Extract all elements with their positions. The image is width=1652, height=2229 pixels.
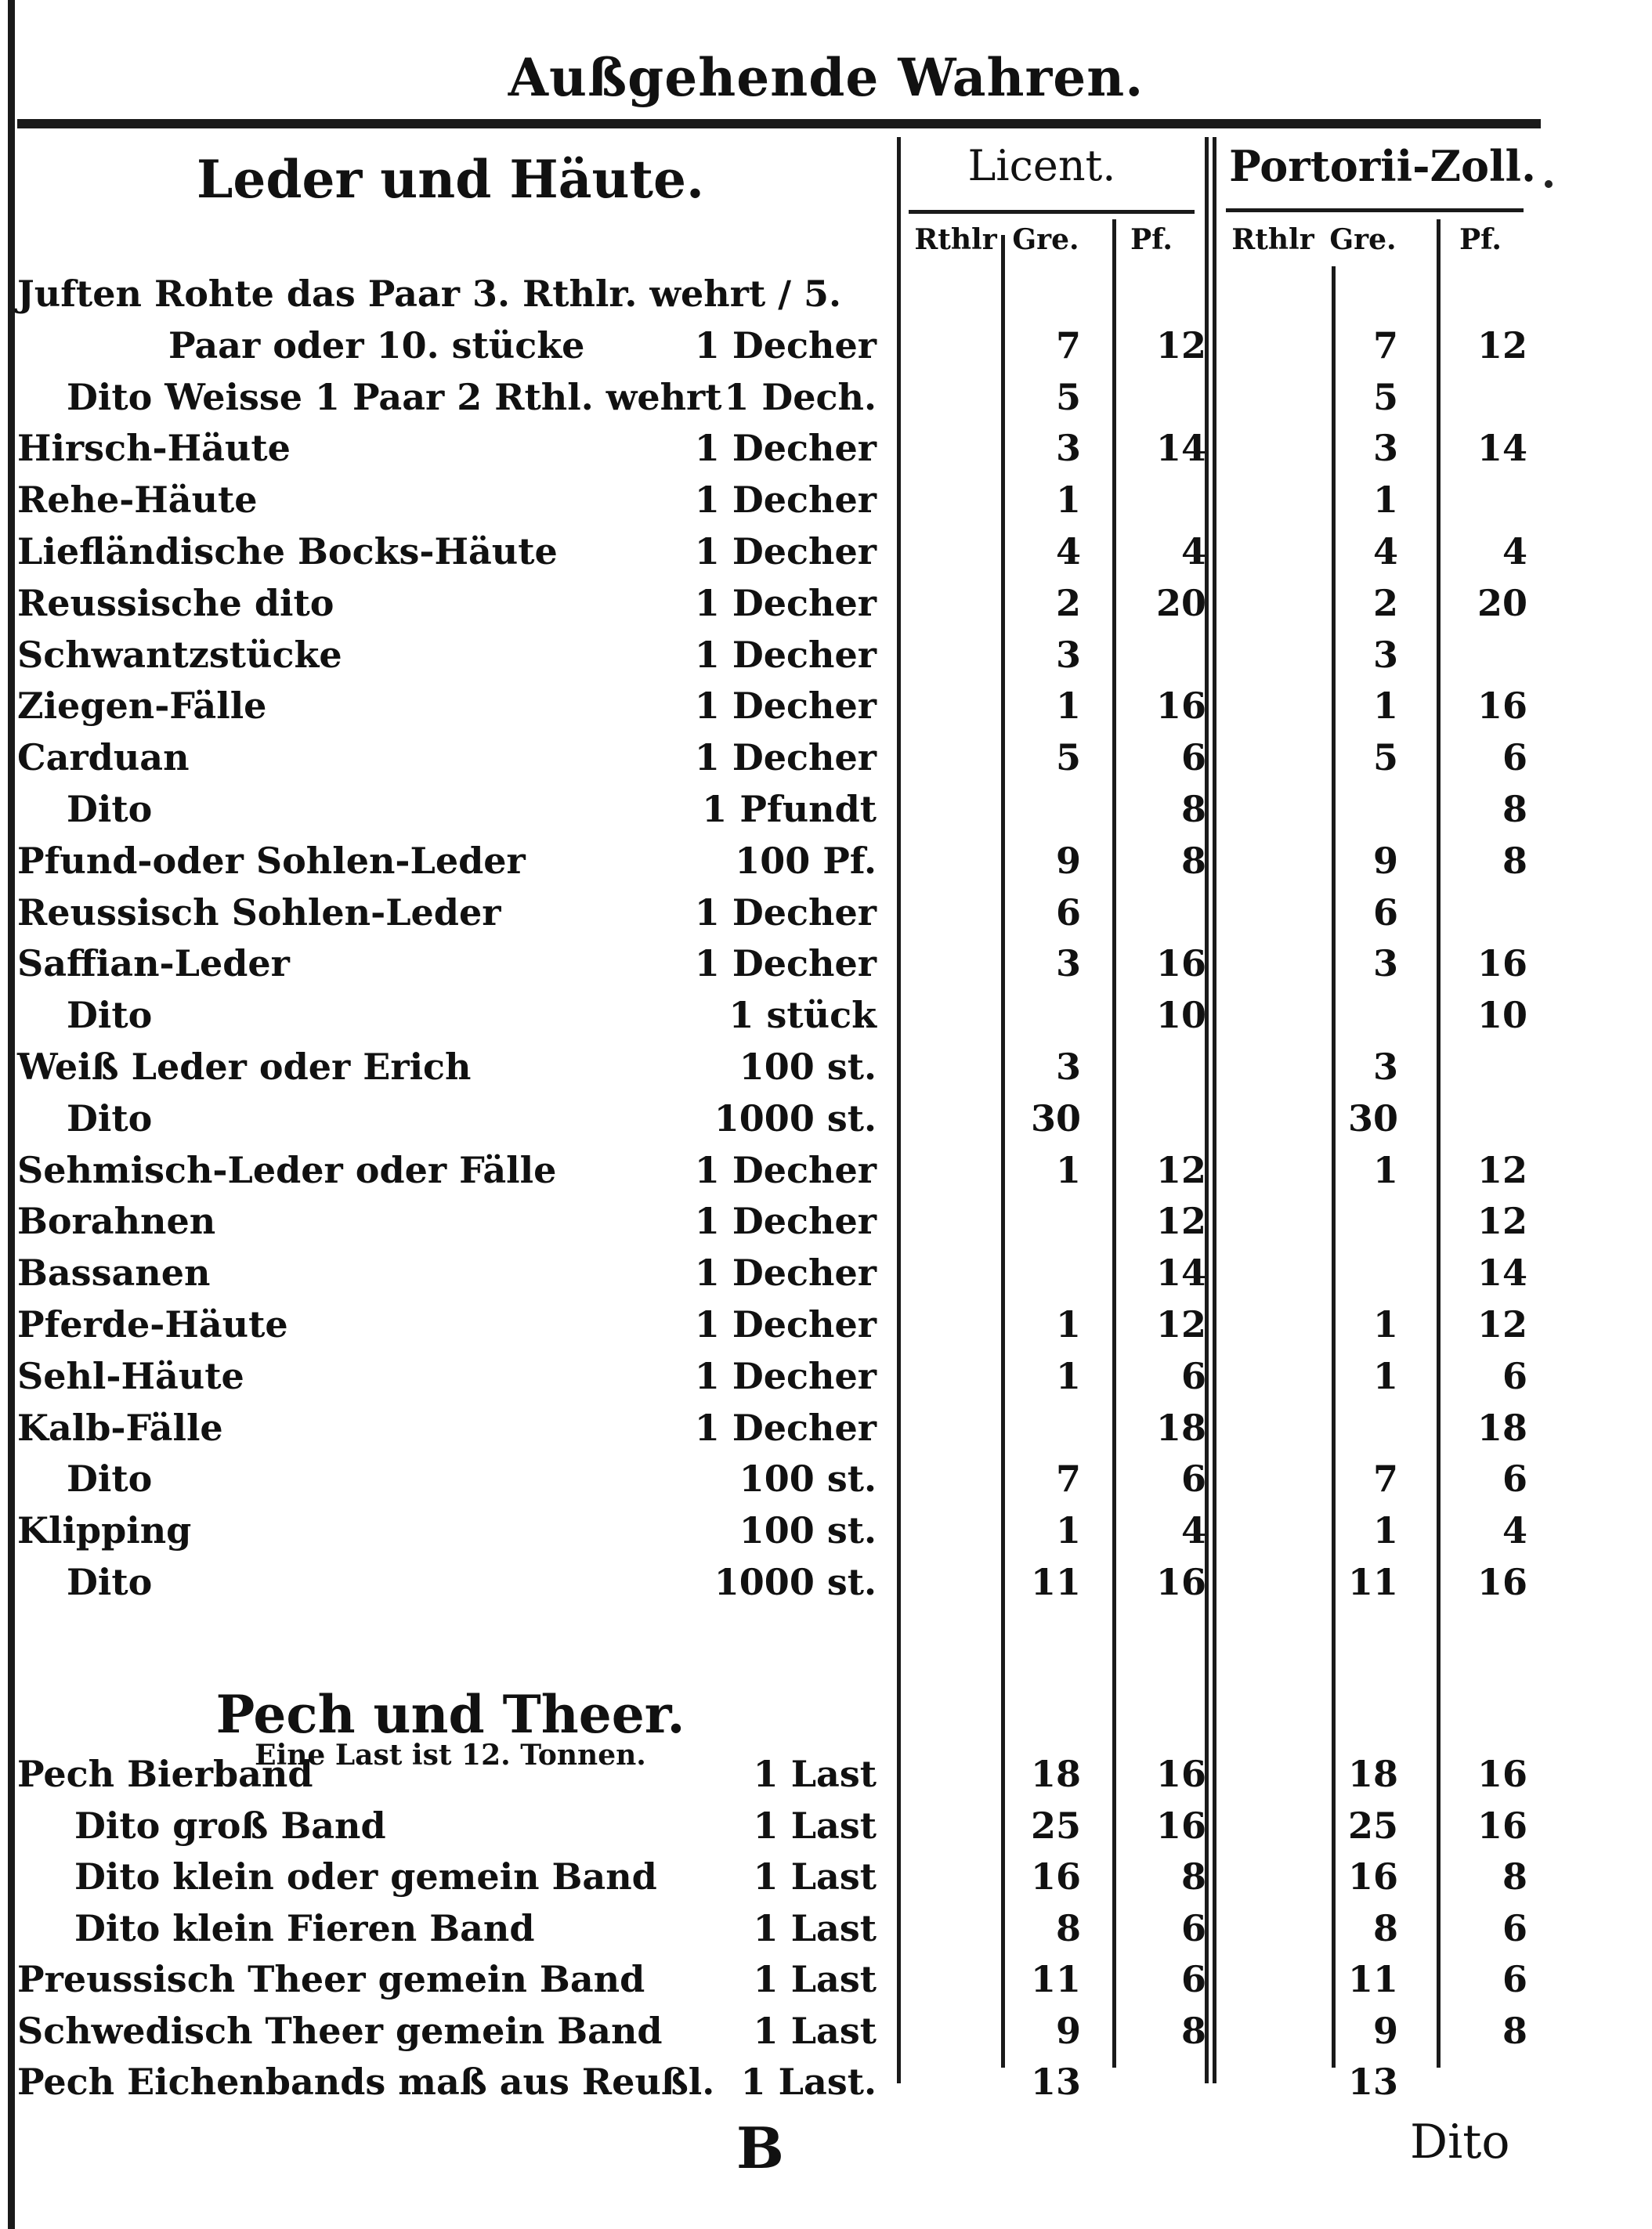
unit-rthlr-licent: Rthlr: [914, 223, 997, 256]
portorii-groschen: 18: [1347, 1753, 1398, 1795]
licent-pfennig: 16: [1155, 685, 1206, 728]
portorii-pfennig: 6: [1502, 1458, 1527, 1501]
portorii-groschen: 1: [1372, 1303, 1398, 1346]
portorii-pfennig: 8: [1502, 788, 1527, 830]
table-row: [0, 994, 1652, 1046]
table-row: [0, 1407, 1652, 1458]
item-name: Schwantzstücke: [17, 633, 342, 676]
table-row: [0, 891, 1652, 943]
item-name: Dito: [67, 1458, 153, 1501]
portorii-groschen: 9: [1372, 2009, 1398, 2052]
column-header-portorii: Portorii-Zoll.: [1229, 141, 1536, 191]
portorii-pfennig: 12: [1477, 1200, 1527, 1243]
licent-pfennig: 16: [1155, 1561, 1206, 1603]
table-row: [0, 942, 1652, 994]
licent-pfennig: 4: [1180, 530, 1206, 573]
item-name: Dito: [67, 788, 153, 830]
item-unit: 1 Decher: [694, 633, 877, 676]
licent-pfennig: 10: [1155, 994, 1206, 1037]
licent-groschen: 3: [1055, 427, 1081, 470]
table-row: [0, 324, 1652, 376]
item-name: Saffian-Leder: [17, 942, 290, 985]
licent-groschen: 7: [1055, 1458, 1081, 1501]
licent-groschen: 11: [1030, 1958, 1081, 2000]
licent-groschen: 3: [1055, 1046, 1081, 1088]
portorii-groschen: 6: [1372, 891, 1398, 934]
item-unit: 1 Decher: [694, 685, 877, 728]
item-unit: 1 Last.: [740, 2061, 877, 2103]
licent-pfennig: 14: [1155, 427, 1206, 470]
licent-groschen: 1: [1055, 1303, 1081, 1346]
licent-pfennig: 12: [1155, 1148, 1206, 1191]
header-rule: [17, 119, 1541, 128]
licent-groschen: 13: [1030, 2061, 1081, 2103]
item-unit: 1 Decher: [694, 1148, 877, 1191]
portorii-pfennig: 6: [1502, 1354, 1527, 1397]
table-row: [0, 634, 1652, 685]
item-unit: 100 st.: [739, 1509, 877, 1552]
item-unit: 1 Last: [753, 1958, 877, 2000]
item-name: Preussisch Theer gemein Band: [17, 1958, 645, 2000]
unit-pf-licent: Pf.: [1130, 223, 1173, 256]
portorii-pfennig: 12: [1477, 323, 1527, 367]
licent-groschen: 5: [1055, 736, 1081, 779]
licent-pfennig: 14: [1155, 1252, 1206, 1295]
licent-pfennig: 18: [1155, 1406, 1206, 1449]
item-name: Rehe-Häute: [17, 479, 258, 522]
item-name: Dito: [67, 1561, 153, 1603]
unit-rthlr-portorii: Rthlr: [1231, 223, 1314, 256]
item-name: Dito groß Band: [74, 1804, 386, 1847]
licent-pfennig: 16: [1155, 1804, 1206, 1847]
portorii-groschen: 9: [1372, 839, 1398, 882]
table-row: [0, 1097, 1652, 1149]
portorii-pfennig: 20: [1477, 581, 1527, 624]
column-header-licent: Licent.: [967, 141, 1116, 190]
table-row: [0, 1046, 1652, 1097]
licent-groschen: 1: [1055, 685, 1081, 728]
portorii-groschen: 1: [1372, 1509, 1398, 1552]
licent-groschen: 5: [1055, 375, 1081, 418]
portorii-groschen: 2: [1372, 581, 1398, 624]
portorii-pfennig: 18: [1477, 1406, 1527, 1449]
table-row: [0, 376, 1652, 428]
portorii-groschen: 1: [1372, 1148, 1398, 1191]
item-name: Paar oder 10. stücke: [168, 323, 585, 367]
item-unit: 100 Pf.: [735, 839, 877, 882]
portorii-groschen: 1: [1372, 1354, 1398, 1397]
item-unit: 1 Decher: [694, 427, 877, 470]
table-row: [0, 1805, 1652, 1856]
table-row: [0, 1907, 1652, 1959]
licent-pfennig: 16: [1155, 1753, 1206, 1795]
table-row: [0, 582, 1652, 634]
table-row: [0, 685, 1652, 736]
licent-groschen: 3: [1055, 942, 1081, 985]
item-name: Dito klein Fieren Band: [74, 1906, 535, 1949]
item-name: Hirsch-Häute: [17, 427, 291, 470]
portorii-groschen: 3: [1372, 1046, 1398, 1088]
item-unit: 1 Last: [753, 1753, 877, 1795]
licent-pfennig: 6: [1180, 1958, 1206, 2000]
section-title-pitch: Pech und Theer.: [215, 1684, 685, 1745]
item-unit: 1 Decher: [694, 736, 877, 779]
table-row: [0, 788, 1652, 840]
licent-pfennig: 12: [1155, 1303, 1206, 1346]
portorii-pfennig: 12: [1477, 1148, 1527, 1191]
portorii-pfennig: 8: [1502, 839, 1527, 882]
licent-groschen: 2: [1055, 581, 1081, 624]
licent-groschen: 16: [1030, 1855, 1081, 1898]
item-name: Carduan: [17, 736, 190, 779]
licent-groschen: 1: [1055, 1148, 1081, 1191]
item-name: Dito: [67, 994, 153, 1037]
licent-pfennig: 4: [1180, 1509, 1206, 1552]
licent-groschen: 1: [1055, 1354, 1081, 1397]
portorii-pfennig: 6: [1502, 1906, 1527, 1949]
table-row: [0, 840, 1652, 891]
item-unit: 1 Decher: [694, 942, 877, 985]
catchword: Dito: [1410, 2115, 1510, 2169]
unit-gre-licent: Gre.: [1012, 223, 1079, 256]
licent-pfennig: 6: [1180, 736, 1206, 779]
portorii-groschen: 5: [1372, 736, 1398, 779]
licent-pfennig: 8: [1180, 839, 1206, 882]
portorii-groschen: 3: [1372, 633, 1398, 676]
unit-pf-portorii: Pf.: [1459, 223, 1502, 256]
item-name: Juften Rohte das Paar 3. Rthlr. wehrt / 5.: [17, 273, 842, 315]
table-row: [0, 479, 1652, 530]
table-row: [0, 1509, 1652, 1561]
portorii-pfennig: 8: [1502, 1855, 1527, 1898]
licent-pfennig: 6: [1180, 1354, 1206, 1397]
table-row: [0, 736, 1652, 788]
licent-groschen: 9: [1055, 839, 1081, 882]
portorii-pfennig: 4: [1502, 1509, 1527, 1552]
portorii-groschen: 25: [1347, 1804, 1398, 1847]
licent-groschen: 4: [1055, 530, 1081, 573]
licent-rule: [909, 210, 1195, 214]
portorii-groschen: 1: [1372, 479, 1398, 522]
table-row: [0, 1149, 1652, 1201]
portorii-groschen: 11: [1347, 1561, 1398, 1603]
portorii-pfennig: 12: [1477, 1303, 1527, 1346]
page-title: Außgehende Wahren.: [508, 47, 1144, 108]
item-unit: 100 st.: [739, 1458, 877, 1501]
table-row: [0, 1355, 1652, 1407]
table-row: [0, 2061, 1652, 2112]
item-unit: 1 Decher: [694, 1406, 877, 1449]
unit-gre-portorii: Gre.: [1329, 223, 1397, 256]
table-row: [0, 427, 1652, 479]
item-name: Klipping: [17, 1509, 192, 1552]
licent-pfennig: 20: [1155, 581, 1206, 624]
licent-pfennig: 12: [1155, 323, 1206, 367]
item-name: Sehl-Häute: [17, 1354, 244, 1397]
ornament-dot: [1545, 180, 1553, 188]
licent-groschen: 30: [1030, 1096, 1081, 1140]
table-row: [0, 1958, 1652, 2010]
item-name: Dito Weisse 1 Paar 2 Rthl. wehrt: [67, 375, 722, 418]
licent-groschen: 6: [1055, 891, 1081, 934]
portorii-pfennig: 14: [1477, 427, 1527, 470]
item-unit: 1 Last: [753, 1906, 877, 1949]
item-unit: 100 st.: [739, 1046, 877, 1088]
item-name: Pech Eichenbands maß aus Reußl.: [17, 2061, 715, 2103]
portorii-groschen: 3: [1372, 427, 1398, 470]
portorii-rule: [1226, 208, 1524, 212]
section-title-leather: Leder und Häute.: [197, 149, 704, 210]
licent-pfennig: 8: [1180, 2009, 1206, 2052]
portorii-groschen: 16: [1347, 1855, 1398, 1898]
item-name: Schwedisch Theer gemein Band: [17, 2009, 663, 2052]
portorii-groschen: 7: [1372, 1458, 1398, 1501]
signature-mark: B: [736, 2115, 784, 2181]
item-unit: 1 Dech.: [724, 375, 877, 418]
item-name: Kalb-Fälle: [17, 1406, 223, 1449]
item-unit: 1 Decher: [694, 891, 877, 934]
table-row: [0, 1200, 1652, 1252]
licent-pfennig: 12: [1155, 1200, 1206, 1243]
item-name: Dito klein oder gemein Band: [74, 1855, 657, 1898]
item-unit: 1 Decher: [694, 479, 877, 522]
item-name: Dito: [67, 1096, 153, 1140]
item-name: Bassanen: [17, 1252, 211, 1295]
licent-pfennig: 6: [1180, 1906, 1206, 1949]
item-name: Sehmisch-Leder oder Fälle: [17, 1148, 557, 1191]
item-unit: 1 Last: [753, 1804, 877, 1847]
portorii-pfennig: 16: [1477, 942, 1527, 985]
table-row: [0, 1561, 1652, 1613]
licent-groschen: 1: [1055, 479, 1081, 522]
section-note-pitch: Eine Last ist 12. Tonnen.: [255, 1739, 646, 1772]
licent-groschen: 25: [1030, 1804, 1081, 1847]
item-unit: 1000 st.: [714, 1561, 877, 1603]
item-name: Liefländische Bocks-Häute: [17, 530, 558, 573]
table-row: [0, 1458, 1652, 1509]
item-unit: 1 Decher: [694, 1354, 877, 1397]
item-unit: 1 Last: [753, 2009, 877, 2052]
item-unit: 1 Decher: [694, 1303, 877, 1346]
item-name: Borahnen: [17, 1200, 216, 1243]
portorii-pfennig: 16: [1477, 1804, 1527, 1847]
item-name: Weiß Leder oder Erich: [17, 1046, 472, 1088]
licent-groschen: 1: [1055, 1509, 1081, 1552]
item-name: Reussisch Sohlen-Leder: [17, 891, 501, 934]
licent-pfennig: 8: [1180, 788, 1206, 830]
portorii-groschen: 1: [1372, 685, 1398, 728]
portorii-pfennig: 14: [1477, 1252, 1527, 1295]
portorii-pfennig: 16: [1477, 1561, 1527, 1603]
item-unit: 1 Decher: [694, 530, 877, 573]
licent-pfennig: 6: [1180, 1458, 1206, 1501]
portorii-pfennig: 6: [1502, 1958, 1527, 2000]
table-row: [0, 1252, 1652, 1303]
licent-pfennig: 8: [1180, 1855, 1206, 1898]
item-name: Pech Bierband: [17, 1753, 313, 1795]
portorii-pfennig: 10: [1477, 994, 1527, 1037]
portorii-groschen: 11: [1347, 1958, 1398, 2000]
portorii-groschen: 3: [1372, 942, 1398, 985]
licent-groschen: 18: [1030, 1753, 1081, 1795]
table-row: [0, 530, 1652, 582]
item-name: Pfund-oder Sohlen-Leder: [17, 839, 526, 882]
portorii-groschen: 8: [1372, 1906, 1398, 1949]
item-unit: 1 Decher: [694, 323, 877, 367]
item-name: Ziegen-Fälle: [17, 685, 267, 728]
item-unit: 1000 st.: [714, 1096, 877, 1140]
portorii-pfennig: 6: [1502, 736, 1527, 779]
item-unit: 1 stück: [728, 994, 877, 1037]
licent-pfennig: 16: [1155, 942, 1206, 985]
portorii-pfennig: 16: [1477, 685, 1527, 728]
item-unit: 1 Pfundt: [702, 788, 877, 830]
portorii-groschen: 7: [1372, 323, 1398, 367]
portorii-pfennig: 4: [1502, 530, 1527, 573]
portorii-pfennig: 8: [1502, 2009, 1527, 2052]
licent-groschen: 9: [1055, 2009, 1081, 2052]
item-name: Reussische dito: [17, 581, 334, 624]
portorii-pfennig: 16: [1477, 1753, 1527, 1795]
item-unit: 1 Decher: [694, 1200, 877, 1243]
portorii-groschen: 4: [1372, 530, 1398, 573]
item-unit: 1 Decher: [694, 581, 877, 624]
portorii-groschen: 5: [1372, 375, 1398, 418]
table-row: [0, 2010, 1652, 2061]
item-unit: 1 Decher: [694, 1252, 877, 1295]
portorii-groschen: 30: [1347, 1096, 1398, 1140]
portorii-groschen: 13: [1347, 2061, 1398, 2103]
table-row: [0, 1855, 1652, 1907]
licent-groschen: 3: [1055, 633, 1081, 676]
item-unit: 1 Last: [753, 1855, 877, 1898]
table-row: [0, 273, 1652, 324]
licent-groschen: 7: [1055, 323, 1081, 367]
table-row: [0, 1303, 1652, 1355]
licent-groschen: 11: [1030, 1561, 1081, 1603]
licent-groschen: 8: [1055, 1906, 1081, 1949]
item-name: Pferde-Häute: [17, 1303, 288, 1346]
